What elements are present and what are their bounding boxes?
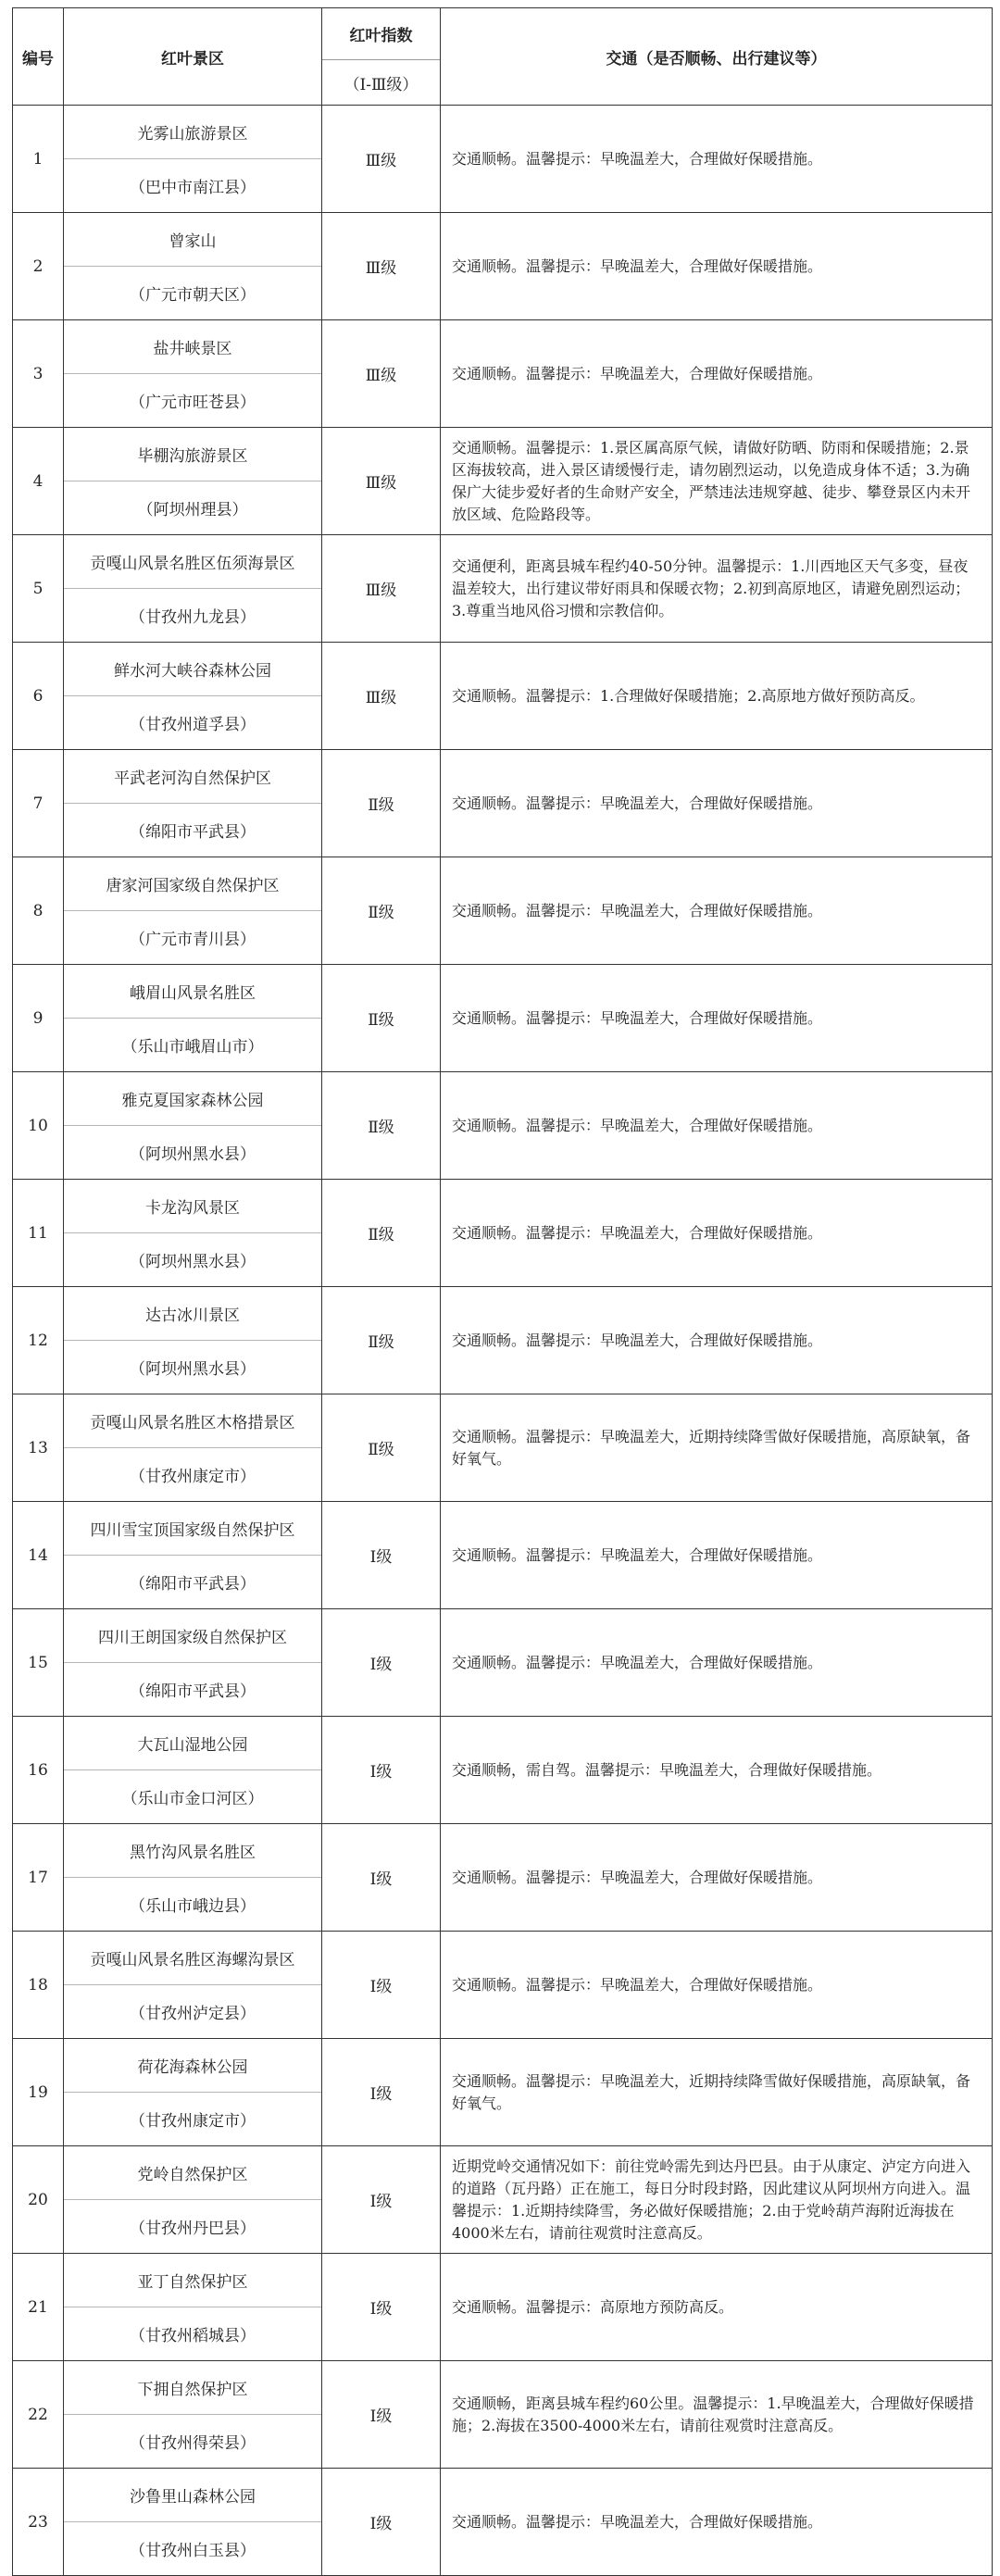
scenic-spot-location: （甘孜州稻城县） <box>130 2327 256 2345</box>
scenic-spot-location: （阿坝州黑水县） <box>130 1145 256 1164</box>
traffic-cell <box>441 2361 993 2469</box>
scenic-spot-location: （乐山市峨眉山市） <box>121 1038 264 1057</box>
table-row <box>13 857 993 965</box>
traffic-advice: 交通顺畅。温馨提示：早晚温差大，合理做好保暖措施。 <box>452 1223 823 1242</box>
table-row <box>13 1932 993 2039</box>
red-leaf-level: Ⅰ级 <box>322 2254 441 2361</box>
table-row <box>13 643 993 750</box>
scenic-spot-cell <box>64 320 322 428</box>
row-number: 10 <box>13 1072 64 1180</box>
table-row <box>13 428 993 535</box>
scenic-spot-location: （广元市朝天区） <box>130 286 256 305</box>
scenic-spot-cell <box>64 965 322 1072</box>
scenic-spot-name: 贡嘎山风景名胜区伍须海景区 <box>64 535 321 589</box>
table-row <box>13 1717 993 1824</box>
traffic-advice: 交通顺畅。温馨提示：早晚温差大，合理做好保暖措施。 <box>452 901 823 919</box>
scenic-spot-cell <box>64 1609 322 1717</box>
red-leaf-level: Ⅰ级 <box>322 2146 441 2254</box>
table-body <box>13 106 993 2576</box>
traffic-advice: 交通顺畅。温馨提示：1.景区属高原气候，请做好防晒、防雨和保暖措施；2.景区海拔较高，进入景区请缓慢行走，请勿剧烈运动，以免造成身体不适；3.为确保广大徒步爱好者的生命财产安全，严禁违法违规穿越、徒步、攀登景区内未开放区域、危险路段等。 <box>452 438 971 523</box>
scenic-spot-location: （甘孜州白玉县） <box>130 2542 256 2560</box>
traffic-cell <box>441 213 993 320</box>
scenic-spot-cell <box>64 2469 322 2576</box>
table-header-row <box>13 8 993 106</box>
scenic-spot-name: 雅克夏国家森林公园 <box>64 1072 321 1126</box>
traffic-cell <box>441 1502 993 1609</box>
scenic-spot-cell <box>64 106 322 213</box>
scenic-spot-location: （阿坝州理县） <box>137 501 248 519</box>
row-number: 3 <box>13 320 64 428</box>
scenic-spot-location: （甘孜州泸定县） <box>130 2005 256 2023</box>
row-number: 5 <box>13 535 64 643</box>
scenic-spot-cell <box>64 213 322 320</box>
scenic-spot-name: 鲜水河大峡谷森林公园 <box>64 643 321 696</box>
scenic-spot-location: （广元市旺苍县） <box>130 394 256 412</box>
table-row <box>13 535 993 643</box>
table-row <box>13 1180 993 1287</box>
scenic-spot-cell <box>64 750 322 857</box>
traffic-advice: 交通顺畅，需自驾。温馨提示：早晚温差大，合理做好保暖措施。 <box>452 1760 882 1779</box>
scenic-spot-name: 贡嘎山风景名胜区海螺沟景区 <box>64 1932 321 1985</box>
table-row <box>13 213 993 320</box>
row-number: 22 <box>13 2361 64 2469</box>
scenic-spot-cell <box>64 1072 322 1180</box>
traffic-advice: 交通顺畅。温馨提示：早晚温差大，合理做好保暖措施。 <box>452 256 823 275</box>
scenic-spot-cell <box>64 857 322 965</box>
scenic-spot-location: （甘孜州得荣县） <box>130 2434 256 2453</box>
scenic-spot-name: 黑竹沟风景名胜区 <box>64 1824 321 1878</box>
scenic-spot-location: （绵阳市平武县） <box>130 1682 256 1701</box>
table-row <box>13 320 993 428</box>
row-number: 17 <box>13 1824 64 1932</box>
red-leaf-level: Ⅲ级 <box>322 106 441 213</box>
row-number: 9 <box>13 965 64 1072</box>
traffic-advice: 交通顺畅。温馨提示：早晚温差大，合理做好保暖措施。 <box>452 1975 823 1994</box>
traffic-cell <box>441 965 993 1072</box>
traffic-advice: 交通顺畅。温馨提示：早晚温差大，合理做好保暖措施。 <box>452 364 823 382</box>
traffic-advice: 交通顺畅。温馨提示：早晚温差大，合理做好保暖措施。 <box>452 1653 823 1671</box>
scenic-spot-name: 平武老河沟自然保护区 <box>64 750 321 804</box>
scenic-spot-location: （阿坝州黑水县） <box>130 1253 256 1271</box>
traffic-advice: 近期党岭交通情况如下：前往党岭需先到达丹巴县。由于从康定、泸定方向进入的道路（瓦丹路）正在施工，每日分时段封路，因此建议从阿坝州方向进入。温馨提示：1.近期持续降雪，务必做好保暖措施；2.由于党岭葫芦海附近海拔在4000米左右，请前往观赏时注意高反。 <box>452 2157 971 2242</box>
scenic-spot-name: 四川雪宝顶国家级自然保护区 <box>64 1502 321 1556</box>
scenic-spot-name: 党岭自然保护区 <box>64 2146 321 2200</box>
scenic-spot-name: 沙鲁里山森林公园 <box>64 2469 321 2522</box>
header-scenic-spot: 红叶景区 <box>64 8 322 106</box>
scenic-spot-name: 达古冰川景区 <box>64 1287 321 1341</box>
traffic-cell <box>441 643 993 750</box>
scenic-spot-location: （甘孜州康定市） <box>130 1468 256 1486</box>
scenic-spot-cell <box>64 1502 322 1609</box>
red-leaf-level: Ⅱ级 <box>322 1072 441 1180</box>
red-leaf-level: Ⅱ级 <box>322 965 441 1072</box>
scenic-spot-cell <box>64 1824 322 1932</box>
scenic-spot-name: 毕棚沟旅游景区 <box>64 428 321 481</box>
traffic-cell <box>441 1072 993 1180</box>
red-leaf-level: Ⅱ级 <box>322 1180 441 1287</box>
traffic-cell <box>441 106 993 213</box>
scenic-spot-name: 贡嘎山风景名胜区木格措景区 <box>64 1394 321 1448</box>
traffic-advice: 交通顺畅。温馨提示：早晚温差大，近期持续降雪做好保暖措施，高原缺氧，备好氧气。 <box>452 1427 971 1468</box>
row-number: 4 <box>13 428 64 535</box>
row-number: 12 <box>13 1287 64 1394</box>
red-leaf-level: Ⅰ级 <box>322 1502 441 1609</box>
traffic-cell <box>441 2469 993 2576</box>
traffic-cell <box>441 2146 993 2254</box>
traffic-advice: 交通顺畅。温馨提示：早晚温差大，合理做好保暖措施。 <box>452 1545 823 1564</box>
row-number: 16 <box>13 1717 64 1824</box>
traffic-cell <box>441 1180 993 1287</box>
scenic-spot-name: 唐家河国家级自然保护区 <box>64 857 321 911</box>
traffic-advice: 交通顺畅。温馨提示：早晚温差大，合理做好保暖措施。 <box>452 1868 823 1886</box>
traffic-cell <box>441 1824 993 1932</box>
row-number: 1 <box>13 106 64 213</box>
scenic-spot-name: 大瓦山湿地公园 <box>64 1717 321 1770</box>
scenic-spot-cell <box>64 2146 322 2254</box>
scenic-spot-cell <box>64 1932 322 2039</box>
scenic-spot-name: 亚丁自然保护区 <box>64 2254 321 2307</box>
traffic-cell <box>441 1394 993 1502</box>
scenic-spot-cell <box>64 535 322 643</box>
scenic-spot-location: （广元市青川县） <box>130 931 256 949</box>
table-row <box>13 1287 993 1394</box>
traffic-advice: 交通顺畅。温馨提示：早晚温差大，近期持续降雪做好保暖措施，高原缺氧，备好氧气。 <box>452 2071 971 2112</box>
scenic-spot-cell <box>64 1394 322 1502</box>
header-level-title: 红叶指数 <box>322 8 440 60</box>
row-number: 21 <box>13 2254 64 2361</box>
red-leaf-level: Ⅱ级 <box>322 857 441 965</box>
traffic-advice: 交通顺畅。温馨提示：早晚温差大，合理做好保暖措施。 <box>452 794 823 812</box>
table-row <box>13 2039 993 2146</box>
red-leaf-level: Ⅲ级 <box>322 643 441 750</box>
scenic-spot-location: （甘孜州康定市） <box>130 2112 256 2131</box>
header-traffic: 交通（是否顺畅、出行建议等） <box>441 8 993 106</box>
scenic-spot-cell <box>64 643 322 750</box>
table-row <box>13 1502 993 1609</box>
row-number: 15 <box>13 1609 64 1717</box>
traffic-cell <box>441 750 993 857</box>
row-number: 8 <box>13 857 64 965</box>
traffic-cell <box>441 320 993 428</box>
row-number: 6 <box>13 643 64 750</box>
scenic-spot-name: 光雾山旅游景区 <box>64 106 321 159</box>
scenic-spot-name: 卡龙沟风景区 <box>64 1180 321 1233</box>
red-leaf-level: Ⅰ级 <box>322 2039 441 2146</box>
scenic-spot-cell <box>64 1180 322 1287</box>
red-leaf-table <box>12 7 993 2576</box>
scenic-spot-name: 四川王朗国家级自然保护区 <box>64 1609 321 1663</box>
traffic-advice: 交通顺畅。温馨提示：早晚温差大，合理做好保暖措施。 <box>452 1331 823 1349</box>
traffic-advice: 交通顺畅，距离县城车程约60公里。温馨提示：1.早晚温差大，合理做好保暖措施；2.海拔在3500-4000米左右，请前往观赏时注意高反。 <box>452 2394 974 2434</box>
red-leaf-level: Ⅲ级 <box>322 428 441 535</box>
scenic-spot-name: 荷花海森林公园 <box>64 2039 321 2093</box>
traffic-cell <box>441 1717 993 1824</box>
red-leaf-level: Ⅰ级 <box>322 1932 441 2039</box>
red-leaf-level: Ⅰ级 <box>322 2361 441 2469</box>
traffic-advice: 交通便利，距离县城车程约40-50分钟。温馨提示：1.川西地区天气多变，昼夜温差较大，出行建议带好雨具和保暖衣物；2.初到高原地区，请避免剧烈运动；3.尊重当地风俗习惯和宗教信仰。 <box>452 556 970 619</box>
scenic-spot-location: （乐山市金口河区） <box>121 1790 264 1808</box>
row-number: 11 <box>13 1180 64 1287</box>
row-number: 18 <box>13 1932 64 2039</box>
scenic-spot-cell <box>64 2039 322 2146</box>
traffic-advice: 交通顺畅。温馨提示：早晚温差大，合理做好保暖措施。 <box>452 149 823 168</box>
table-row <box>13 1072 993 1180</box>
header-level <box>322 8 441 106</box>
scenic-spot-cell <box>64 428 322 535</box>
red-leaf-level: Ⅰ级 <box>322 1609 441 1717</box>
table-row <box>13 1609 993 1717</box>
table-row <box>13 106 993 213</box>
traffic-cell <box>441 857 993 965</box>
scenic-spot-cell <box>64 2254 322 2361</box>
red-leaf-level: Ⅱ级 <box>322 1287 441 1394</box>
table-row <box>13 1394 993 1502</box>
table-row <box>13 2469 993 2576</box>
scenic-spot-location: （甘孜州丹巴县） <box>130 2220 256 2238</box>
scenic-spot-location: （巴中市南江县） <box>130 179 256 197</box>
traffic-advice: 交通顺畅。温馨提示：早晚温差大，合理做好保暖措施。 <box>452 1116 823 1134</box>
header-number: 编号 <box>13 8 64 106</box>
scenic-spot-cell <box>64 1717 322 1824</box>
traffic-cell <box>441 535 993 643</box>
row-number: 20 <box>13 2146 64 2254</box>
red-leaf-level: Ⅰ级 <box>322 2469 441 2576</box>
scenic-spot-name: 曾家山 <box>64 213 321 267</box>
scenic-spot-name: 下拥自然保护区 <box>64 2361 321 2415</box>
traffic-cell <box>441 1932 993 2039</box>
row-number: 13 <box>13 1394 64 1502</box>
traffic-advice: 交通顺畅。温馨提示：早晚温差大，合理做好保暖措施。 <box>452 1008 823 1027</box>
traffic-cell <box>441 2039 993 2146</box>
row-number: 7 <box>13 750 64 857</box>
red-leaf-level: Ⅰ级 <box>322 1824 441 1932</box>
scenic-spot-name: 峨眉山风景名胜区 <box>64 965 321 1019</box>
scenic-spot-location: （绵阳市平武县） <box>130 823 256 842</box>
table-row <box>13 2361 993 2469</box>
red-leaf-level: Ⅲ级 <box>322 320 441 428</box>
scenic-spot-location: （阿坝州黑水县） <box>130 1360 256 1379</box>
scenic-spot-cell <box>64 2361 322 2469</box>
traffic-advice: 交通顺畅。温馨提示：早晚温差大，合理做好保暖措施。 <box>452 2512 823 2531</box>
red-leaf-level: Ⅱ级 <box>322 750 441 857</box>
table-row <box>13 2146 993 2254</box>
red-leaf-level: Ⅲ级 <box>322 213 441 320</box>
traffic-cell <box>441 2254 993 2361</box>
table-row <box>13 1824 993 1932</box>
red-leaf-level: Ⅰ级 <box>322 1717 441 1824</box>
red-leaf-level: Ⅱ级 <box>322 1394 441 1502</box>
row-number: 2 <box>13 213 64 320</box>
table-row <box>13 2254 993 2361</box>
row-number: 14 <box>13 1502 64 1609</box>
red-leaf-level: Ⅲ级 <box>322 535 441 643</box>
scenic-spot-location: （绵阳市平武县） <box>130 1575 256 1594</box>
traffic-advice: 交通顺畅。温馨提示：1.合理做好保暖措施；2.高原地方做好预防高反。 <box>452 686 925 705</box>
scenic-spot-location: （甘孜州九龙县） <box>130 608 256 627</box>
scenic-spot-name: 盐井峡景区 <box>64 320 321 374</box>
row-number: 23 <box>13 2469 64 2576</box>
traffic-cell <box>441 1609 993 1717</box>
traffic-advice: 交通顺畅。温馨提示：高原地方预防高反。 <box>452 2297 734 2316</box>
header-level-range: （Ⅰ-Ⅲ级） <box>344 75 419 94</box>
red-leaf-table-sheet <box>12 7 992 2560</box>
scenic-spot-location: （甘孜州道孚县） <box>130 716 256 734</box>
scenic-spot-location: （乐山市峨边县） <box>130 1897 256 1916</box>
table-row <box>13 965 993 1072</box>
scenic-spot-cell <box>64 1287 322 1394</box>
table-row <box>13 750 993 857</box>
traffic-cell <box>441 1287 993 1394</box>
row-number: 19 <box>13 2039 64 2146</box>
traffic-cell <box>441 428 993 535</box>
